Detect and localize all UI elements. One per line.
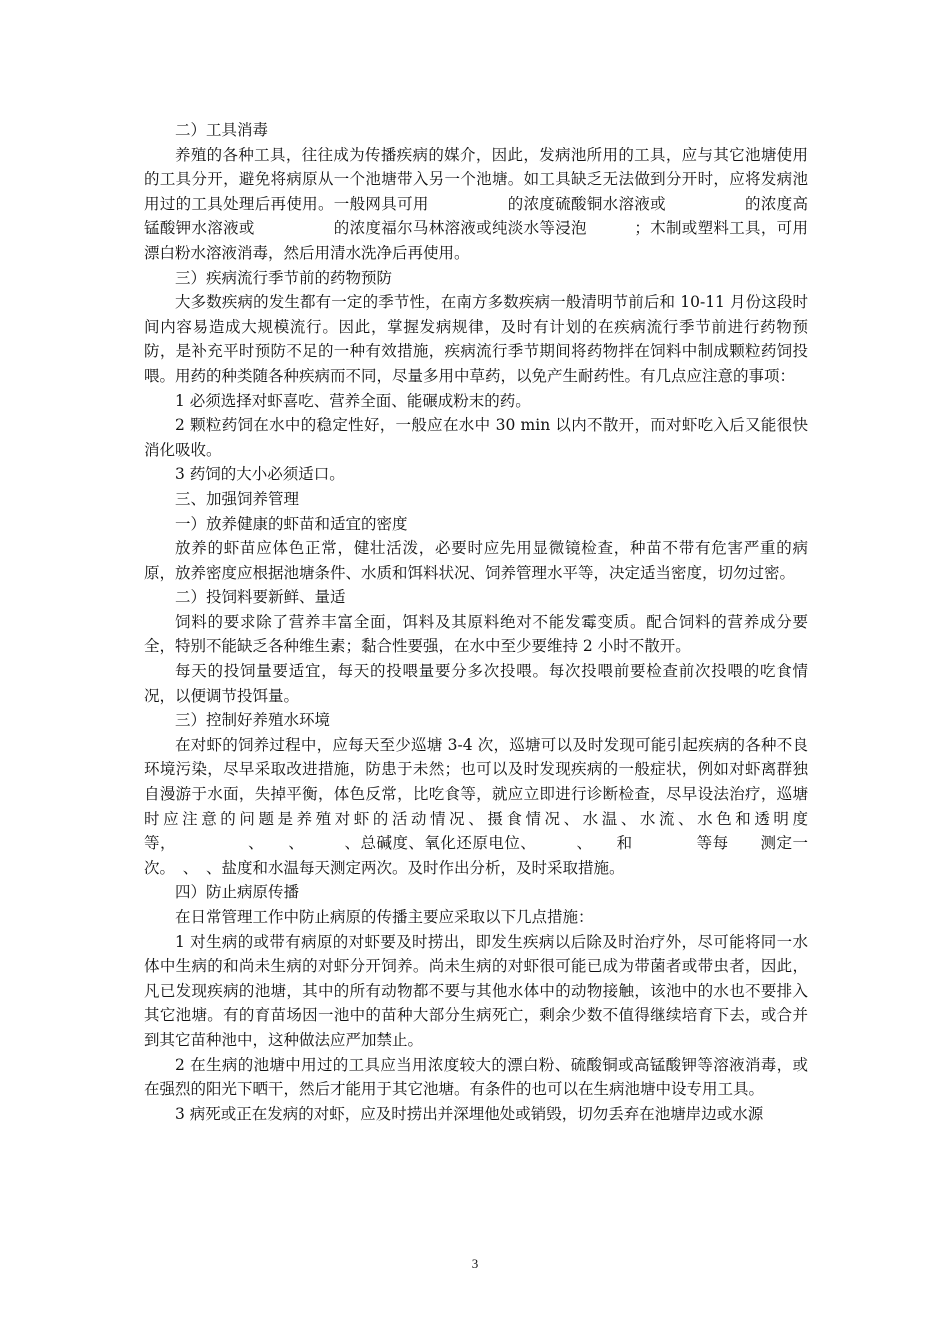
heading-tool-disinfection: 二）工具消毒 (175, 121, 269, 139)
paragraph-seasonal-prevention: 大多数疾病的发生都有一定的季节性，在南方多数疾病一般清明节前后和 10-11 月份这段时间内容易造成大规模流行。因此，掌握发病规律，及时有计划的在疾病流行季节前进行药物预防，是补充平时预防不足的一种有效措施，疾病流行季节期间将药物拌在饲料中制成颗粒药饲投喂。用药的种类随各种疾病而不同，尽量多用中草药，以免产生耐药性。有几点应注意的事项： (144, 293, 808, 385)
paragraph-stocking: 放养的虾苗应体色正常，健壮活泼，必要时应先用显微镜检查，种苗不带有危害严重的病原，放养密度应根据池塘条件、水质和饵料状况、饲养管理水平等，决定适当密度，切勿过密。 (144, 539, 808, 582)
paragraph-feed-amount: 每天的投饲量要适宜，每天的投喂量要分多次投喂。每次投喂前要检查前次投喂的吃食情况，以便调节投饵量。 (144, 662, 808, 705)
heading-pathogen-prevention: 四）防止病原传播 (175, 883, 300, 902)
paragraph-measures-intro: 在日常管理工作中防止病原的传播主要应采取以下几点措施： (175, 908, 594, 926)
section-heading-management: 三、加强饲养管理 (175, 489, 300, 508)
measure-item-2: 2 在生病的池塘中用过的工具应当用浓度较大的漂白粉、硫酸铜或高锰酸钾等溶液消毒，或在强烈的阳光下晒干，然后才能用于其它池塘。有条件的也可以在生病池塘中设专用工具。 (144, 1055, 808, 1099)
list-item-1: 1 必须选择对虾喜吃、营养全面、能碾成粉末的药。 (175, 391, 531, 410)
heading-feeding: 二）投饲料要新鲜、量适 (175, 588, 346, 607)
paragraph-feed-quality: 饲料的要求除了营养丰富全面，饵料及其原料绝对不能发霉变质。配合饲料的营养成分要全，特别不能缺乏各种维生素；黏合性要强，在水中至少要维持 2 小时不散开。 (144, 612, 808, 656)
measure-item-3: 3 病死或正在发病的对虾，应及时捞出并深埋他处或销毁，切勿丢弃在池塘岸边或水源 (175, 1104, 764, 1123)
list-item-2: 2 颗粒药饲在水中的稳定性好，一般应在水中 30 min 以内不散开，而对虾吃入后又能很快消化吸收。 (144, 416, 808, 459)
heading-water-environment: 三）控制好养殖水环境 (175, 711, 331, 730)
paragraph-tool-disinfection: 养殖的各种工具，往往成为传播疾病的媒介，因此，发病池所用的工具，应与其它池塘使用的工具分开，避免将病原从一个池塘带入另一个池塘。如工具缺乏无法做到分开时，应将发病池用过的工具处理后再使用。一般网具可用 的浓度硫酸铜水溶液或 的浓度高锰酸钾水溶液或 的浓度福尔马林溶液或纯淡水等浸泡 ；木制或塑料工具，可用 漂白粉水溶液消毒，然后用清水洗净后再使用。 (144, 145, 824, 262)
paragraph-water-environment: 在对虾的饲养过程中，应每天至少巡塘 3-4 次，巡塘可以及时发现可能引起疾病的各种不良环境污染，尽早采取改进措施，防患于未然；也可以及时发现疾病的一般症状，例如对虾离群独自漫游于水面，失掉平衡，体色反常，比吃食等，就应立即进行诊断检查，尽早设法治疗，巡塘时应注意的问题是养殖对虾的活动情况、摄食情况、水温、水流、水色和透明度等， 、 、 、总碱度、氧化还原电位、 、 和 等每 测定一次。 、 、盐度和水温每天测定两次。及时作出分析，及时采取措施。 (144, 735, 808, 877)
page-number: 3 (471, 1256, 479, 1271)
document-body (144, 118, 824, 1126)
measure-item-1: 1 对生病的或带有病原的对虾要及时捞出，即发生疾病以后除及时治疗外，尽可能将同一水体中生病的和尚未生病的对虾分开饲养。尚未生病的对虾很可能已成为带菌者或带虫者，因此，凡已发现疾病的池塘，其中的所有动物都不要与其他水体中的动物接触，该池中的水也不要排入其它池塘。有的育苗场因一池中的苗种大部分生病死亡，剩余少数不值得继续培育下去，或合并到其它苗种池中，这种做法应严加禁止。 (144, 932, 808, 1049)
list-item-3: 3 药饲的大小必须适口。 (175, 465, 345, 484)
heading-stocking: 一）放养健康的虾苗和适宜的密度 (175, 514, 408, 533)
heading-seasonal-prevention: 三）疾病流行季节前的药物预防 (175, 268, 393, 287)
